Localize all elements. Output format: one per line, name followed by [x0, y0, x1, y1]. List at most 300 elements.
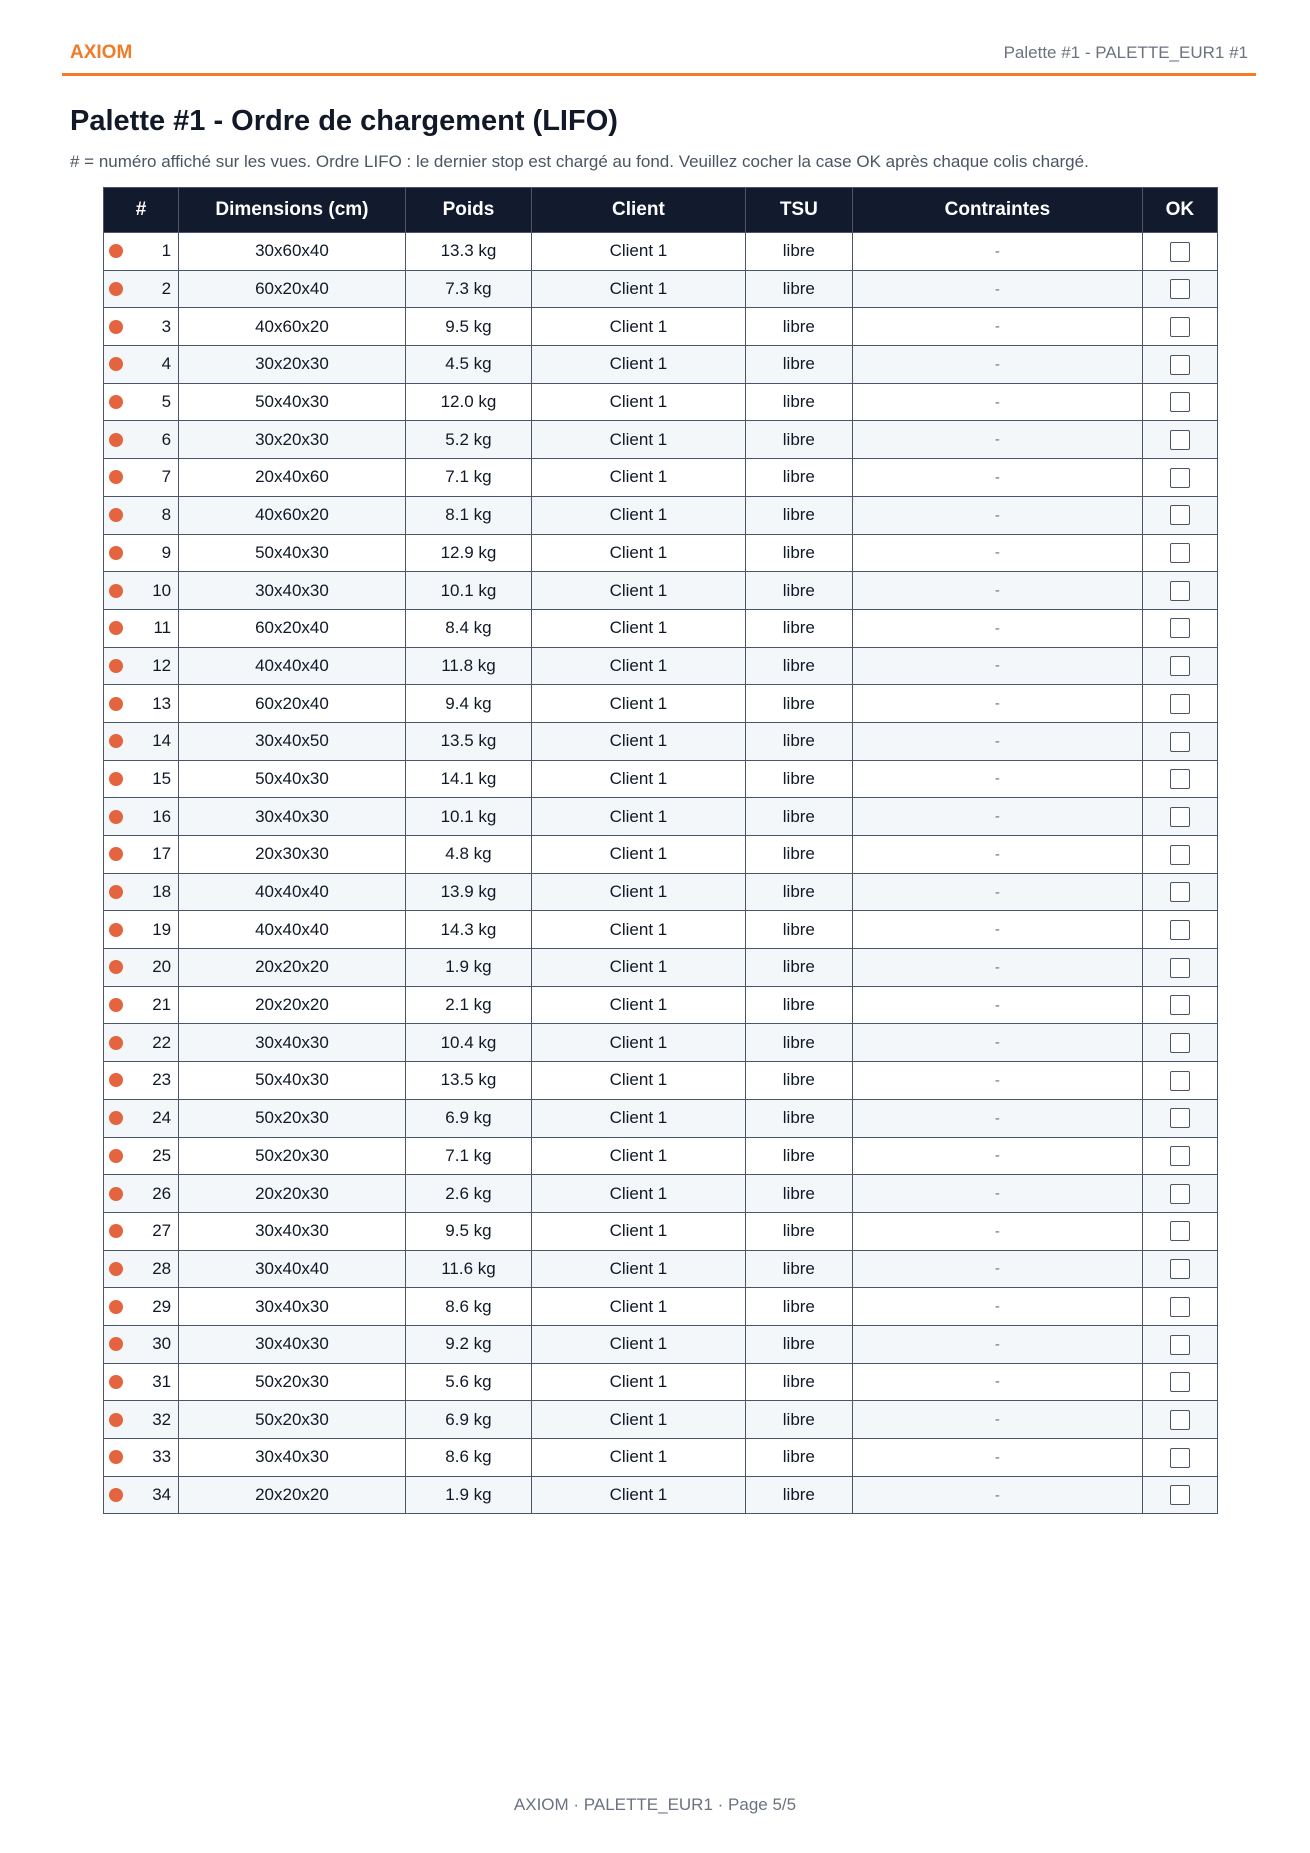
cell-number: [104, 760, 179, 798]
table-row: [104, 572, 1218, 610]
cell-number: [104, 722, 179, 760]
table-row: [104, 1250, 1218, 1288]
cell-weight: 10.1 kg: [405, 572, 531, 610]
cell-constraints: -: [853, 1175, 1143, 1213]
cell-number: [104, 1476, 179, 1514]
status-dot-icon: [109, 584, 123, 598]
cell-constraints: -: [853, 572, 1143, 610]
cell-tsu: libre: [745, 647, 852, 685]
status-dot-icon: [109, 960, 123, 974]
ok-checkbox[interactable]: [1170, 732, 1190, 752]
ok-checkbox[interactable]: [1170, 1335, 1190, 1355]
cell-tsu: libre: [745, 949, 852, 987]
cell-tsu: libre: [745, 986, 852, 1024]
cell-tsu: libre: [745, 308, 852, 346]
cell-constraints: -: [853, 1476, 1143, 1514]
cell-constraints: -: [853, 1250, 1143, 1288]
row-number: 2: [161, 279, 172, 299]
cell-dimensions: 50x40x30: [179, 383, 406, 421]
cell-tsu: libre: [745, 911, 852, 949]
cell-dimensions: 50x20x30: [179, 1401, 406, 1439]
cell-tsu: libre: [745, 496, 852, 534]
row-number: 4: [161, 354, 172, 374]
column-header-constraints: Contraintes: [853, 188, 1143, 233]
cell-tsu: libre: [745, 1024, 852, 1062]
table-row: [104, 609, 1218, 647]
cell-weight: 7.1 kg: [405, 459, 531, 497]
cell-ok: [1142, 346, 1217, 384]
cell-ok: [1142, 722, 1217, 760]
cell-constraints: -: [853, 1024, 1143, 1062]
cell-ok: [1142, 1099, 1217, 1137]
ok-checkbox[interactable]: [1170, 1259, 1190, 1279]
cell-constraints: -: [853, 1439, 1143, 1477]
cell-number: [104, 911, 179, 949]
cell-weight: 13.9 kg: [405, 873, 531, 911]
status-dot-icon: [109, 1224, 123, 1238]
cell-ok: [1142, 1476, 1217, 1514]
cell-constraints: -: [853, 308, 1143, 346]
cell-ok: [1142, 609, 1217, 647]
ok-checkbox[interactable]: [1170, 807, 1190, 827]
cell-tsu: libre: [745, 1062, 852, 1100]
cell-client: Client 1: [532, 233, 745, 271]
cell-ok: [1142, 1250, 1217, 1288]
cell-constraints: -: [853, 421, 1143, 459]
table-row: [104, 496, 1218, 534]
cell-number: [104, 383, 179, 421]
status-dot-icon: [109, 847, 123, 861]
column-header-weight: Poids: [405, 188, 531, 233]
status-dot-icon: [109, 320, 123, 334]
cell-number: [104, 1062, 179, 1100]
cell-client: Client 1: [532, 1062, 745, 1100]
cell-constraints: -: [853, 496, 1143, 534]
cell-constraints: -: [853, 836, 1143, 874]
table-row: [104, 760, 1218, 798]
table-row: [104, 534, 1218, 572]
ok-checkbox[interactable]: [1170, 845, 1190, 865]
cell-dimensions: 30x40x30: [179, 1439, 406, 1477]
cell-dimensions: 20x20x20: [179, 949, 406, 987]
cell-dimensions: 50x20x30: [179, 1137, 406, 1175]
cell-constraints: -: [853, 609, 1143, 647]
cell-client: Client 1: [532, 836, 745, 874]
cell-weight: 2.6 kg: [405, 1175, 531, 1213]
cell-client: Client 1: [532, 1476, 745, 1514]
cell-tsu: libre: [745, 760, 852, 798]
column-header-dimensions: Dimensions (cm): [179, 188, 406, 233]
table-row: [104, 685, 1218, 723]
cell-weight: 13.5 kg: [405, 1062, 531, 1100]
row-number: 10: [152, 580, 172, 600]
cell-weight: 6.9 kg: [405, 1401, 531, 1439]
ok-checkbox[interactable]: [1170, 1410, 1190, 1430]
cell-dimensions: 30x40x40: [179, 1250, 406, 1288]
row-number: 19: [152, 919, 172, 939]
cell-weight: 9.5 kg: [405, 1212, 531, 1250]
cell-weight: 10.1 kg: [405, 798, 531, 836]
cell-ok: [1142, 496, 1217, 534]
ok-checkbox[interactable]: [1170, 543, 1190, 563]
cell-tsu: libre: [745, 798, 852, 836]
table-row: [104, 1325, 1218, 1363]
cell-tsu: libre: [745, 1476, 852, 1514]
table-row: [104, 949, 1218, 987]
ok-checkbox[interactable]: [1170, 1297, 1190, 1317]
ok-checkbox[interactable]: [1170, 1448, 1190, 1468]
table-row: [104, 1024, 1218, 1062]
cell-client: Client 1: [532, 1401, 745, 1439]
cell-number: [104, 685, 179, 723]
ok-checkbox[interactable]: [1170, 1071, 1190, 1091]
status-dot-icon: [109, 734, 123, 748]
row-number: 13: [152, 693, 172, 713]
cell-tsu: libre: [745, 233, 852, 271]
status-dot-icon: [109, 1375, 123, 1389]
status-dot-icon: [109, 1413, 123, 1427]
cell-number: [104, 534, 179, 572]
cell-dimensions: 20x20x20: [179, 986, 406, 1024]
cell-number: [104, 421, 179, 459]
cell-dimensions: 40x60x20: [179, 308, 406, 346]
cell-ok: [1142, 1175, 1217, 1213]
row-number: 12: [152, 655, 172, 675]
cell-number: [104, 308, 179, 346]
brand-logo-text: AXIOM: [70, 42, 133, 63]
status-dot-icon: [109, 470, 123, 484]
cell-constraints: -: [853, 760, 1143, 798]
cell-constraints: -: [853, 1325, 1143, 1363]
cell-tsu: libre: [745, 421, 852, 459]
cell-dimensions: 50x40x30: [179, 760, 406, 798]
cell-number: [104, 949, 179, 987]
row-number: 7: [161, 467, 172, 487]
cell-constraints: -: [853, 986, 1143, 1024]
cell-client: Client 1: [532, 1137, 745, 1175]
row-number: 3: [161, 316, 172, 336]
ok-checkbox[interactable]: [1170, 430, 1190, 450]
cell-constraints: -: [853, 647, 1143, 685]
cell-number: [104, 1288, 179, 1326]
cell-weight: 14.3 kg: [405, 911, 531, 949]
cell-ok: [1142, 836, 1217, 874]
table-row: [104, 1439, 1218, 1477]
cell-client: Client 1: [532, 383, 745, 421]
cell-dimensions: 60x20x40: [179, 685, 406, 723]
table-row: [104, 1175, 1218, 1213]
cell-dimensions: 40x40x40: [179, 911, 406, 949]
cell-number: [104, 609, 179, 647]
table-row: [104, 270, 1218, 308]
cell-dimensions: 50x40x30: [179, 534, 406, 572]
ok-checkbox[interactable]: [1170, 581, 1190, 601]
cell-constraints: -: [853, 722, 1143, 760]
row-number: 30: [152, 1334, 172, 1354]
row-number: 25: [152, 1145, 172, 1165]
table-row: [104, 1401, 1218, 1439]
row-number: 14: [152, 731, 172, 751]
row-number: 24: [152, 1108, 172, 1128]
status-dot-icon: [109, 998, 123, 1012]
ok-checkbox[interactable]: [1170, 882, 1190, 902]
page-footer: AXIOM · PALETTE_EUR1 · Page 5/5: [513, 1795, 797, 1814]
cell-tsu: libre: [745, 534, 852, 572]
ok-checkbox[interactable]: [1170, 468, 1190, 488]
cell-dimensions: 60x20x40: [179, 270, 406, 308]
status-dot-icon: [109, 357, 123, 371]
status-dot-icon: [109, 885, 123, 899]
cell-tsu: libre: [745, 270, 852, 308]
table-row: [104, 308, 1218, 346]
ok-checkbox[interactable]: [1170, 1108, 1190, 1128]
table-row: [104, 1476, 1218, 1514]
cell-weight: 5.6 kg: [405, 1363, 531, 1401]
cell-number: [104, 798, 179, 836]
cell-dimensions: 30x40x30: [179, 798, 406, 836]
row-number: 1: [161, 241, 172, 261]
cell-weight: 1.9 kg: [405, 1476, 531, 1514]
cell-ok: [1142, 233, 1217, 271]
ok-checkbox[interactable]: [1170, 618, 1190, 638]
cell-number: [104, 1325, 179, 1363]
cell-constraints: -: [853, 1099, 1143, 1137]
cell-client: Client 1: [532, 1325, 745, 1363]
cell-weight: 7.1 kg: [405, 1137, 531, 1175]
page-header: [62, 40, 1256, 76]
cell-dimensions: 30x20x30: [179, 346, 406, 384]
cell-dimensions: 30x40x30: [179, 572, 406, 610]
cell-client: Client 1: [532, 496, 745, 534]
cell-number: [104, 1175, 179, 1213]
cell-constraints: -: [853, 1137, 1143, 1175]
cell-client: Client 1: [532, 609, 745, 647]
cell-client: Client 1: [532, 572, 745, 610]
row-number: 11: [153, 618, 172, 638]
ok-checkbox[interactable]: [1170, 1372, 1190, 1392]
cell-number: [104, 986, 179, 1024]
cell-tsu: libre: [745, 1250, 852, 1288]
cell-tsu: libre: [745, 1288, 852, 1326]
cell-number: [104, 572, 179, 610]
cell-ok: [1142, 534, 1217, 572]
cell-ok: [1142, 572, 1217, 610]
cell-number: [104, 1099, 179, 1137]
table-row: [104, 346, 1218, 384]
status-dot-icon: [109, 1450, 123, 1464]
cell-dimensions: 40x40x40: [179, 873, 406, 911]
ok-checkbox[interactable]: [1170, 694, 1190, 714]
cell-weight: 7.3 kg: [405, 270, 531, 308]
cell-tsu: libre: [745, 722, 852, 760]
cell-client: Client 1: [532, 308, 745, 346]
cell-client: Client 1: [532, 459, 745, 497]
cell-dimensions: 30x40x30: [179, 1024, 406, 1062]
cell-tsu: libre: [745, 836, 852, 874]
page-subtitle: # = numéro affiché sur les vues. Ordre LIFO : le dernier stop est chargé au fond. Veuillez cocher la case OK après chaque colis chargé.: [70, 152, 1089, 171]
ok-checkbox[interactable]: [1170, 656, 1190, 676]
table-row: [104, 1288, 1218, 1326]
cell-client: Client 1: [532, 949, 745, 987]
cell-tsu: libre: [745, 1401, 852, 1439]
cell-tsu: libre: [745, 1099, 852, 1137]
ok-checkbox[interactable]: [1170, 1485, 1190, 1505]
cell-tsu: libre: [745, 609, 852, 647]
cell-client: Client 1: [532, 911, 745, 949]
row-number: 29: [152, 1296, 172, 1316]
status-dot-icon: [109, 810, 123, 824]
page-title: Palette #1 - Ordre de chargement (LIFO): [70, 105, 618, 137]
table-row: [104, 1099, 1218, 1137]
cell-ok: [1142, 1137, 1217, 1175]
cell-tsu: libre: [745, 383, 852, 421]
ok-checkbox[interactable]: [1170, 1221, 1190, 1241]
cell-tsu: libre: [745, 685, 852, 723]
cell-constraints: -: [853, 1401, 1143, 1439]
status-dot-icon: [109, 659, 123, 673]
ok-checkbox[interactable]: [1170, 1033, 1190, 1053]
table-row: [104, 459, 1218, 497]
ok-checkbox[interactable]: [1170, 392, 1190, 412]
ok-checkbox[interactable]: [1170, 355, 1190, 375]
cell-weight: 8.6 kg: [405, 1439, 531, 1477]
cell-number: [104, 346, 179, 384]
cell-constraints: -: [853, 383, 1143, 421]
cell-number: [104, 233, 179, 271]
cell-dimensions: 40x60x20: [179, 496, 406, 534]
ok-checkbox[interactable]: [1170, 505, 1190, 525]
cell-tsu: libre: [745, 1439, 852, 1477]
column-header-client: Client: [532, 188, 745, 233]
status-dot-icon: [109, 1111, 123, 1125]
cell-client: Client 1: [532, 421, 745, 459]
cell-client: Client 1: [532, 1099, 745, 1137]
row-number: 27: [152, 1221, 172, 1241]
header-document-label: Palette #1 - PALETTE_EUR1 #1: [1003, 43, 1248, 62]
loading-order-table: [103, 187, 1218, 1514]
cell-dimensions: 30x40x30: [179, 1325, 406, 1363]
status-dot-icon: [109, 1262, 123, 1276]
cell-tsu: libre: [745, 1212, 852, 1250]
cell-constraints: -: [853, 233, 1143, 271]
cell-constraints: -: [853, 1212, 1143, 1250]
cell-ok: [1142, 685, 1217, 723]
cell-dimensions: 30x40x50: [179, 722, 406, 760]
ok-checkbox[interactable]: [1170, 769, 1190, 789]
ok-checkbox[interactable]: [1170, 242, 1190, 262]
cell-number: [104, 1439, 179, 1477]
ok-checkbox[interactable]: [1170, 1184, 1190, 1204]
cell-client: Client 1: [532, 1212, 745, 1250]
row-number: 33: [152, 1447, 172, 1467]
cell-ok: [1142, 459, 1217, 497]
cell-constraints: -: [853, 346, 1143, 384]
ok-checkbox[interactable]: [1170, 995, 1190, 1015]
cell-weight: 2.1 kg: [405, 986, 531, 1024]
status-dot-icon: [109, 697, 123, 711]
cell-client: Client 1: [532, 270, 745, 308]
cell-dimensions: 50x40x30: [179, 1062, 406, 1100]
status-dot-icon: [109, 1073, 123, 1087]
cell-weight: 14.1 kg: [405, 760, 531, 798]
table-row: [104, 911, 1218, 949]
cell-number: [104, 459, 179, 497]
cell-client: Client 1: [532, 647, 745, 685]
cell-client: Client 1: [532, 1175, 745, 1213]
table-row: [104, 1062, 1218, 1100]
cell-number: [104, 1137, 179, 1175]
status-dot-icon: [109, 244, 123, 258]
cell-weight: 11.6 kg: [405, 1250, 531, 1288]
cell-client: Client 1: [532, 1363, 745, 1401]
row-number: 20: [152, 957, 172, 977]
cell-weight: 6.9 kg: [405, 1099, 531, 1137]
row-number: 26: [152, 1183, 172, 1203]
status-dot-icon: [109, 1337, 123, 1351]
cell-dimensions: 60x20x40: [179, 609, 406, 647]
cell-constraints: -: [853, 911, 1143, 949]
cell-tsu: libre: [745, 572, 852, 610]
cell-weight: 9.4 kg: [405, 685, 531, 723]
cell-ok: [1142, 1062, 1217, 1100]
cell-ok: [1142, 1439, 1217, 1477]
cell-client: Client 1: [532, 1439, 745, 1477]
cell-ok: [1142, 986, 1217, 1024]
cell-number: [104, 1363, 179, 1401]
cell-weight: 12.0 kg: [405, 383, 531, 421]
cell-number: [104, 270, 179, 308]
ok-checkbox[interactable]: [1170, 1146, 1190, 1166]
status-dot-icon: [109, 1488, 123, 1502]
cell-constraints: -: [853, 534, 1143, 572]
ok-checkbox[interactable]: [1170, 958, 1190, 978]
cell-client: Client 1: [532, 760, 745, 798]
ok-checkbox[interactable]: [1170, 317, 1190, 337]
cell-client: Client 1: [532, 346, 745, 384]
cell-number: [104, 647, 179, 685]
status-dot-icon: [109, 395, 123, 409]
status-dot-icon: [109, 772, 123, 786]
cell-client: Client 1: [532, 1288, 745, 1326]
cell-client: Client 1: [532, 534, 745, 572]
cell-weight: 11.8 kg: [405, 647, 531, 685]
cell-weight: 10.4 kg: [405, 1024, 531, 1062]
ok-checkbox[interactable]: [1170, 279, 1190, 299]
cell-weight: 8.6 kg: [405, 1288, 531, 1326]
cell-constraints: -: [853, 949, 1143, 987]
table-row: [104, 1212, 1218, 1250]
cell-ok: [1142, 383, 1217, 421]
cell-dimensions: 30x40x30: [179, 1288, 406, 1326]
cell-constraints: -: [853, 873, 1143, 911]
status-dot-icon: [109, 1149, 123, 1163]
cell-constraints: -: [853, 1288, 1143, 1326]
table-row: [104, 647, 1218, 685]
cell-ok: [1142, 798, 1217, 836]
status-dot-icon: [109, 923, 123, 937]
cell-weight: 5.2 kg: [405, 421, 531, 459]
cell-number: [104, 1212, 179, 1250]
row-number: 16: [152, 806, 172, 826]
ok-checkbox[interactable]: [1170, 920, 1190, 940]
cell-ok: [1142, 1212, 1217, 1250]
cell-ok: [1142, 949, 1217, 987]
cell-ok: [1142, 1024, 1217, 1062]
cell-dimensions: 30x40x30: [179, 1212, 406, 1250]
cell-tsu: libre: [745, 1137, 852, 1175]
row-number: 22: [152, 1032, 172, 1052]
cell-tsu: libre: [745, 1363, 852, 1401]
